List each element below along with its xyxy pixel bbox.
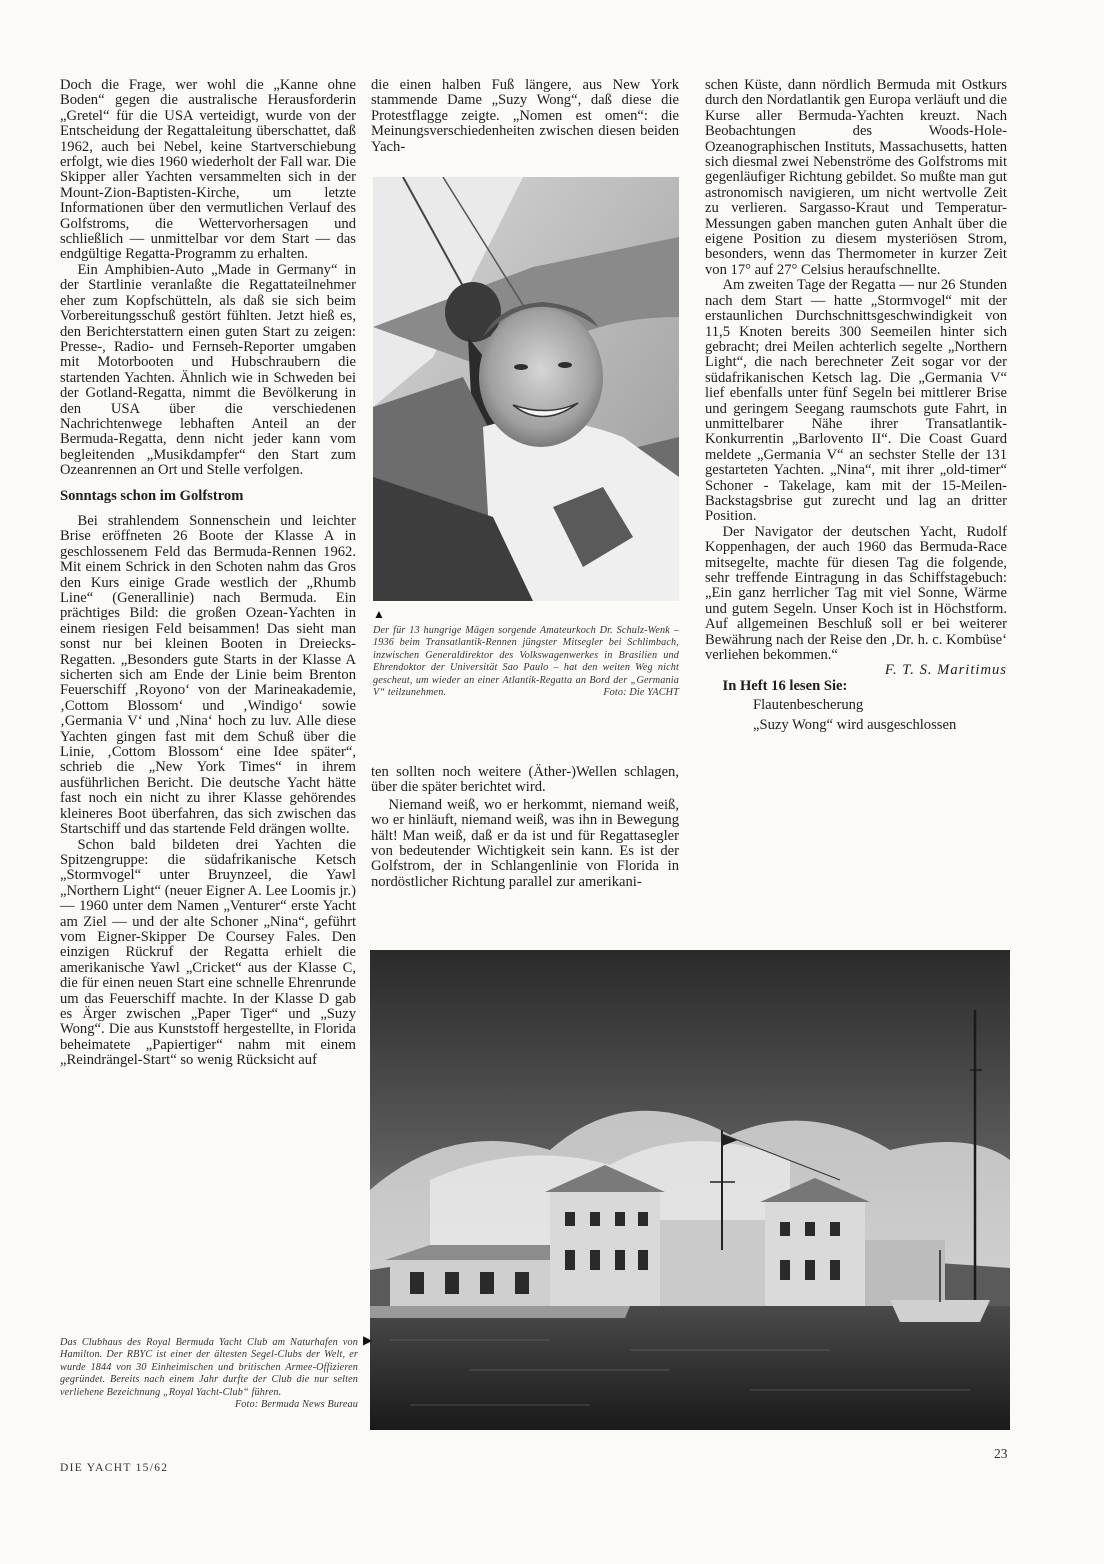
clubhouse-caption — [60, 1337, 358, 1411]
triangle-right-icon: ▶ — [363, 1333, 373, 1347]
author-signature: F. T. S. Maritimus — [884, 662, 1007, 679]
article-column-1 — [60, 78, 356, 1069]
section-heading: Sonntags schon im Golfstrom — [60, 487, 244, 504]
paragraph: ten sollten noch weitere (Äther-)Wellen schlagen, über die später berichtet wird. — [371, 764, 679, 796]
clubhouse-photo — [370, 950, 1010, 1430]
article-column-3 — [705, 78, 1007, 733]
portrait-photo — [373, 177, 679, 601]
triangle-up-icon: ▲ — [373, 607, 385, 621]
paragraph: Doch die Frage, wer wohl die „Kanne ohne Boden“ gegen die australische Herausforderin „Gretel“ für die USA verteidigt, wurde von der Entscheidung der Regattaleitung überschattet, daß 1962, auch bei Nebel, keine Startverschiebung erfolgt, wie dies 1960 wiederholt der Fall war. Die Skipper aller Yachten versammelten sich in der Mount-Zion-Baptisten-Kirche, um letzte Informationen über den vermutlichen Verlauf des Golfstroms, die Wettervorhersagen und schließlich — unmittelbar vor dem Start — das endgültige Regatta-Programm zu erhalten. — [60, 77, 356, 263]
paragraph: die einen halben Fuß längere, aus New York stammende Dame „Suzy Wong“, daß diese die Protestflagge zeigte. „Nomen est omen“: die Meinungsverschiedenheiten zwischen diesen beiden Yach- — [371, 77, 679, 155]
paragraph: Schon bald bildeten drei Yachten die Spitzengruppe: die südafrikanische Ketsch „Stormvogel“ unter Bruynzeel, die Yawl „Northern Light“ (neuer Eigner A. Lee Loomis jr.) — 1960 unter dem Namen „Venturer“ erste Yacht am Ziel — und der alte Schoner „Nina“, geführt vom Eigner-Skipper De Coursey Fales. Den einzigen Rückruf der Regatta erhielt die amerikanische Yawl „Cricket“ aus der Klasse C, die für einen neuen Start eine schnelle Ehrenrunde um das Feuerschiff machte. In der Klasse D gab es Ärger zwischen „Paper Tiger“ und „Suzy Wong“. Die aus Kunststoff hergestellte, in Florida beheimatete „Papiertiger“ nahm mit einem „Reindrängel-Start“ so wenig Rücksicht auf — [60, 836, 356, 1069]
next-issue-heading: In Heft 16 lesen Sie: — [722, 677, 848, 694]
next-issue-item: Flautenbescherung — [753, 697, 864, 714]
paragraph: Ein Amphibien-Auto „Made in Germany“ in der Startlinie veranlaßte die Regattateilnehmer eher zum Kopfschütteln, als daß sie sich beim Vorbereitungsschuß gestört fühlten. Jetzt hieß es, den Berichterstattern einen guten Start zu zeigen: Presse-, Radio- und Fernseh-Reporter umgaben mit Motorbooten und Hubschraubern die startenden Yachten. Ähnlich wie in Schweden bei der Gotland-Regatta, nimmt die Bevölkerung in den USA über die verschiedenen Nachrichtenwege lebhaften Anteil an der Bermuda-Regatta, denn nicht jeder kann vom begleitenden „Musikdampfer“ den Start zum Ozeanrennen an Ort und Stelle verfolgen. — [60, 261, 356, 479]
magazine-issue: DIE YACHT 15/62 — [60, 1462, 169, 1474]
paragraph: Am zweiten Tage der Regatta — nur 26 Stunden nach dem Start — hatte „Stormvogel“ mit der erstaunlichen Durchschnittsgeschwindigkeit von 11,5 Knoten bereits 300 Seemeilen hinter sich gebracht; drei Meilen achterlich segelte „Northern Light“, die nach berechneter Zeit sogar vor der südafrikanischen Ketsch lag. Die „Germania V“ lief ebenfalls unter fünf Segeln bei mittlerer Brise und geringem Seegang raumschots gute Fahrt, in unmittelbarer Nähe ihrer Transatlantik-Konkurrentin „Barlovento II“. Die Coast Guard meldete „Germania V“ an sechster Stelle der 131 gestarteten Yachten. „Nina“, mit ihrer „old-timer“ Schoner - Takelage, kam mit der 15-Meilen-Backstagsbrise gut zurecht und lag an dritter Position. — [705, 277, 1007, 525]
article-column-2-top — [371, 78, 679, 155]
paragraph: Niemand weiß, wo er herkommt, niemand weiß, wo er hinläuft, niemand weiß, was ihn in Bewegung hält! Man weiß, daß er da ist und für Regattasegler von bedeutender Wichtigkeit sein kann. Es ist der Golfstrom, der in Schlangenlinie von Florida in nordöstlicher Richtung parallel zur amerikani- — [371, 796, 679, 890]
portrait-caption — [373, 625, 679, 699]
photo-credit: Foto: Bermuda News Bureau — [234, 1399, 358, 1411]
caption-text: Das Clubhaus des Royal Bermuda Yacht Club am Naturhafen von Hamilton. Der RBYC ist einer der ältesten Segel-Clubs der Welt, er wurde 1844 von 30 Einheimischen und britischen Armee-Offizieren gegründet. Bereits nach einem Jahr durfte der Club die nur selten verliehene Bezeichnung „Royal Yacht-Club“ führen. — [60, 1337, 358, 1398]
caption-text: Der für 13 hungrige Mägen sorgende Amateurkoch Dr. Schulz-Wenk – 1936 beim Transatlantik-Rennen jüngster Mitsegler bei Schlimbach, inzwischen Generaldirektor des Volkswagenwerkes in Brasilien und Ehrendoktor der Universität Sao Paulo – hat den weiten Weg nicht gescheut, um wieder an einer Atlantik-Regatta an Bord der „Germania V“ teilzunehmen. — [373, 625, 679, 699]
paragraph: Bei strahlendem Sonnenschein und leichter Brise eröffneten 26 Boote der Klasse A in geschlossenem Feld das Bermuda-Rennen 1962. Mit einem Schrick in den Schoten nahm das Gros den Kurs einige Grade westlich der „Rhumb Line“ (Generallinie) nach Bermuda. Ein prächtiges Bild: die großen Ozean-Yachten in einem riesigen Feld beisammen! Das sieht man sonst nur bei kleinen Booten in Dreiecks-Regatten. „Besonders gute Starts in der Klasse A sicherten sich am Ende der Linie beim Brenton Feuerschiff ‚Royono‘ von der Marineakademie, ‚Cottom Blossom‘ und ‚Windigo‘ sowie ‚Germania V‘ und ‚Nina‘ hoch zu luv. Alle diese Yachten gingen fast mit dem Schuß über die Linie, ‚Cottom Blossom‘ eine Idee später“, schrieb die „New York Times“ in ihrem ausführlichen Bericht. Die deutsche Yacht hätte fast noch ein nicht zu ihrer Klasse gehörendes kleineres Boot überfahren, das sich zwischen das Startschiff und das startende Feld drängen wollte. — [60, 512, 356, 838]
paragraph: Der Navigator der deutschen Yacht, Rudolf Koppenhagen, der auch 1960 das Bermuda-Race mitsegelte, machte für diesen Tag die folgende, sehr treffende Eintragung in das Schiffstagebuch: „Ein ganz herrlicher Tag mit viel Sonne, Wärme und gutem Segeln. Unser Koch ist in Höchstform. Auf allgemeinen Beschluß soll er bei weiterer Bewährung nach der Reise den ‚Dr. h. c. Kombüse‘ verliehen bekommen.“ — [705, 523, 1007, 664]
photo-credit: Foto: Die YACHT — [603, 687, 679, 699]
next-issue-item: „Suzy Wong“ wird ausgeschlossen — [753, 716, 957, 733]
article-column-2-bottom — [371, 765, 679, 890]
paragraph: schen Küste, dann nördlich Bermuda mit Ostkurs durch den Nordatlantik gen Europa verläuft und die Kurse aller Bermuda-Yachten kreuzt. Nach Beobachtungen des Woods-Hole-Ozeanographischen Instituts, Massachusetts, hatten sich diesmal zwei Nebenströme des Golfstroms mit gegenläufiger Richtung gebildet. So mußte man gut astronomisch navigieren, um nicht wertvolle Zeit zu verlieren. Sargasso-Kraut und Temperatur-Messungen gaben manchen guten Anhalt über die eigene Position zu diesem mysteriösen Strom, besonders, wenn das Thermometer in kurzer Zeit von 17° auf 27° Celsius heraufschnellte. — [705, 77, 1007, 278]
page-number: 23 — [994, 1446, 1008, 1461]
